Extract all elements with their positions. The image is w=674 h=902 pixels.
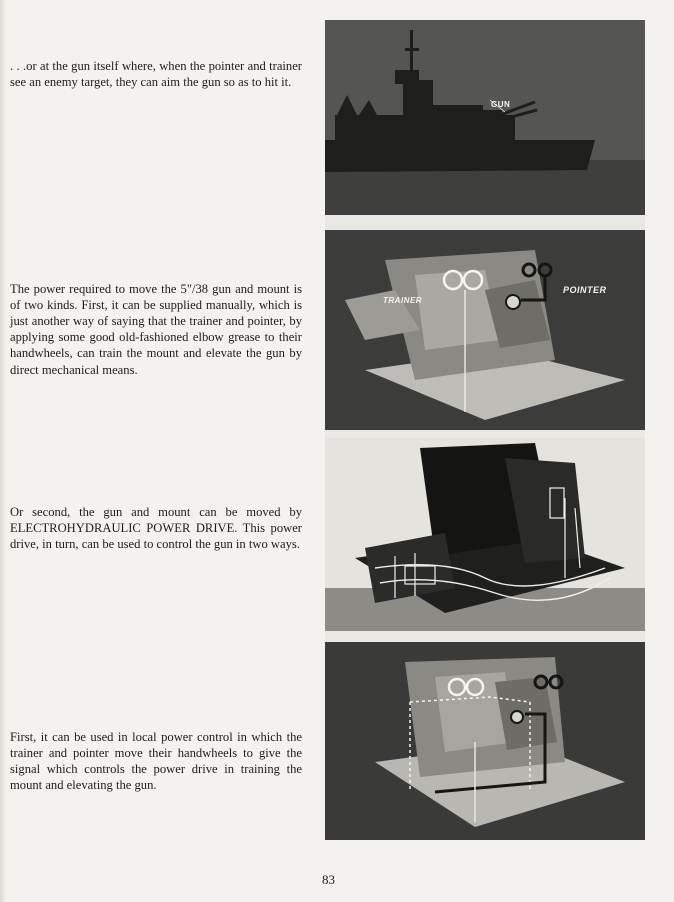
paragraph-electrohydraulic-drive: Or second, the gun and mount can be moved by ELECTROHYDRAULIC POWER DRIVE. This power drive, in turn, can be used to control the gun in two ways.: [10, 504, 302, 551]
mount-handwheels-illustration: [325, 230, 645, 430]
page-number: 83: [322, 872, 335, 887]
power-drive-illustration: [325, 438, 645, 631]
pointer-callout-label: POINTER: [563, 285, 607, 295]
page-gutter-shadow: [0, 0, 6, 902]
paragraph-aiming: . . .or at the gun itself where, when the pointer and trainer see an enemy target, they can aim the gun so as to hit it.: [10, 58, 302, 89]
illustration-column: [325, 20, 645, 840]
gun-callout-label: GUN: [491, 100, 511, 109]
trainer-callout-label: TRAINER: [383, 296, 423, 305]
local-power-control-illustration: [325, 642, 645, 840]
ship-illustration: [325, 20, 645, 215]
paragraph-power-kinds: The power required to move the 5"/38 gun and mount is of two kinds. First, it can be supplied manually, which is just another way of saying that the trainer and pointer, by applying some good old-fashioned elbow grease to their handwheels, can train the mount and elevate the gun by direct mechanical means.: [10, 281, 302, 377]
paragraph-local-power-control: First, it can be used in local power control in which the trainer and pointer move their handwheels to give the signal which controls the power drive in training the mount and elevating the gun.: [10, 729, 302, 793]
